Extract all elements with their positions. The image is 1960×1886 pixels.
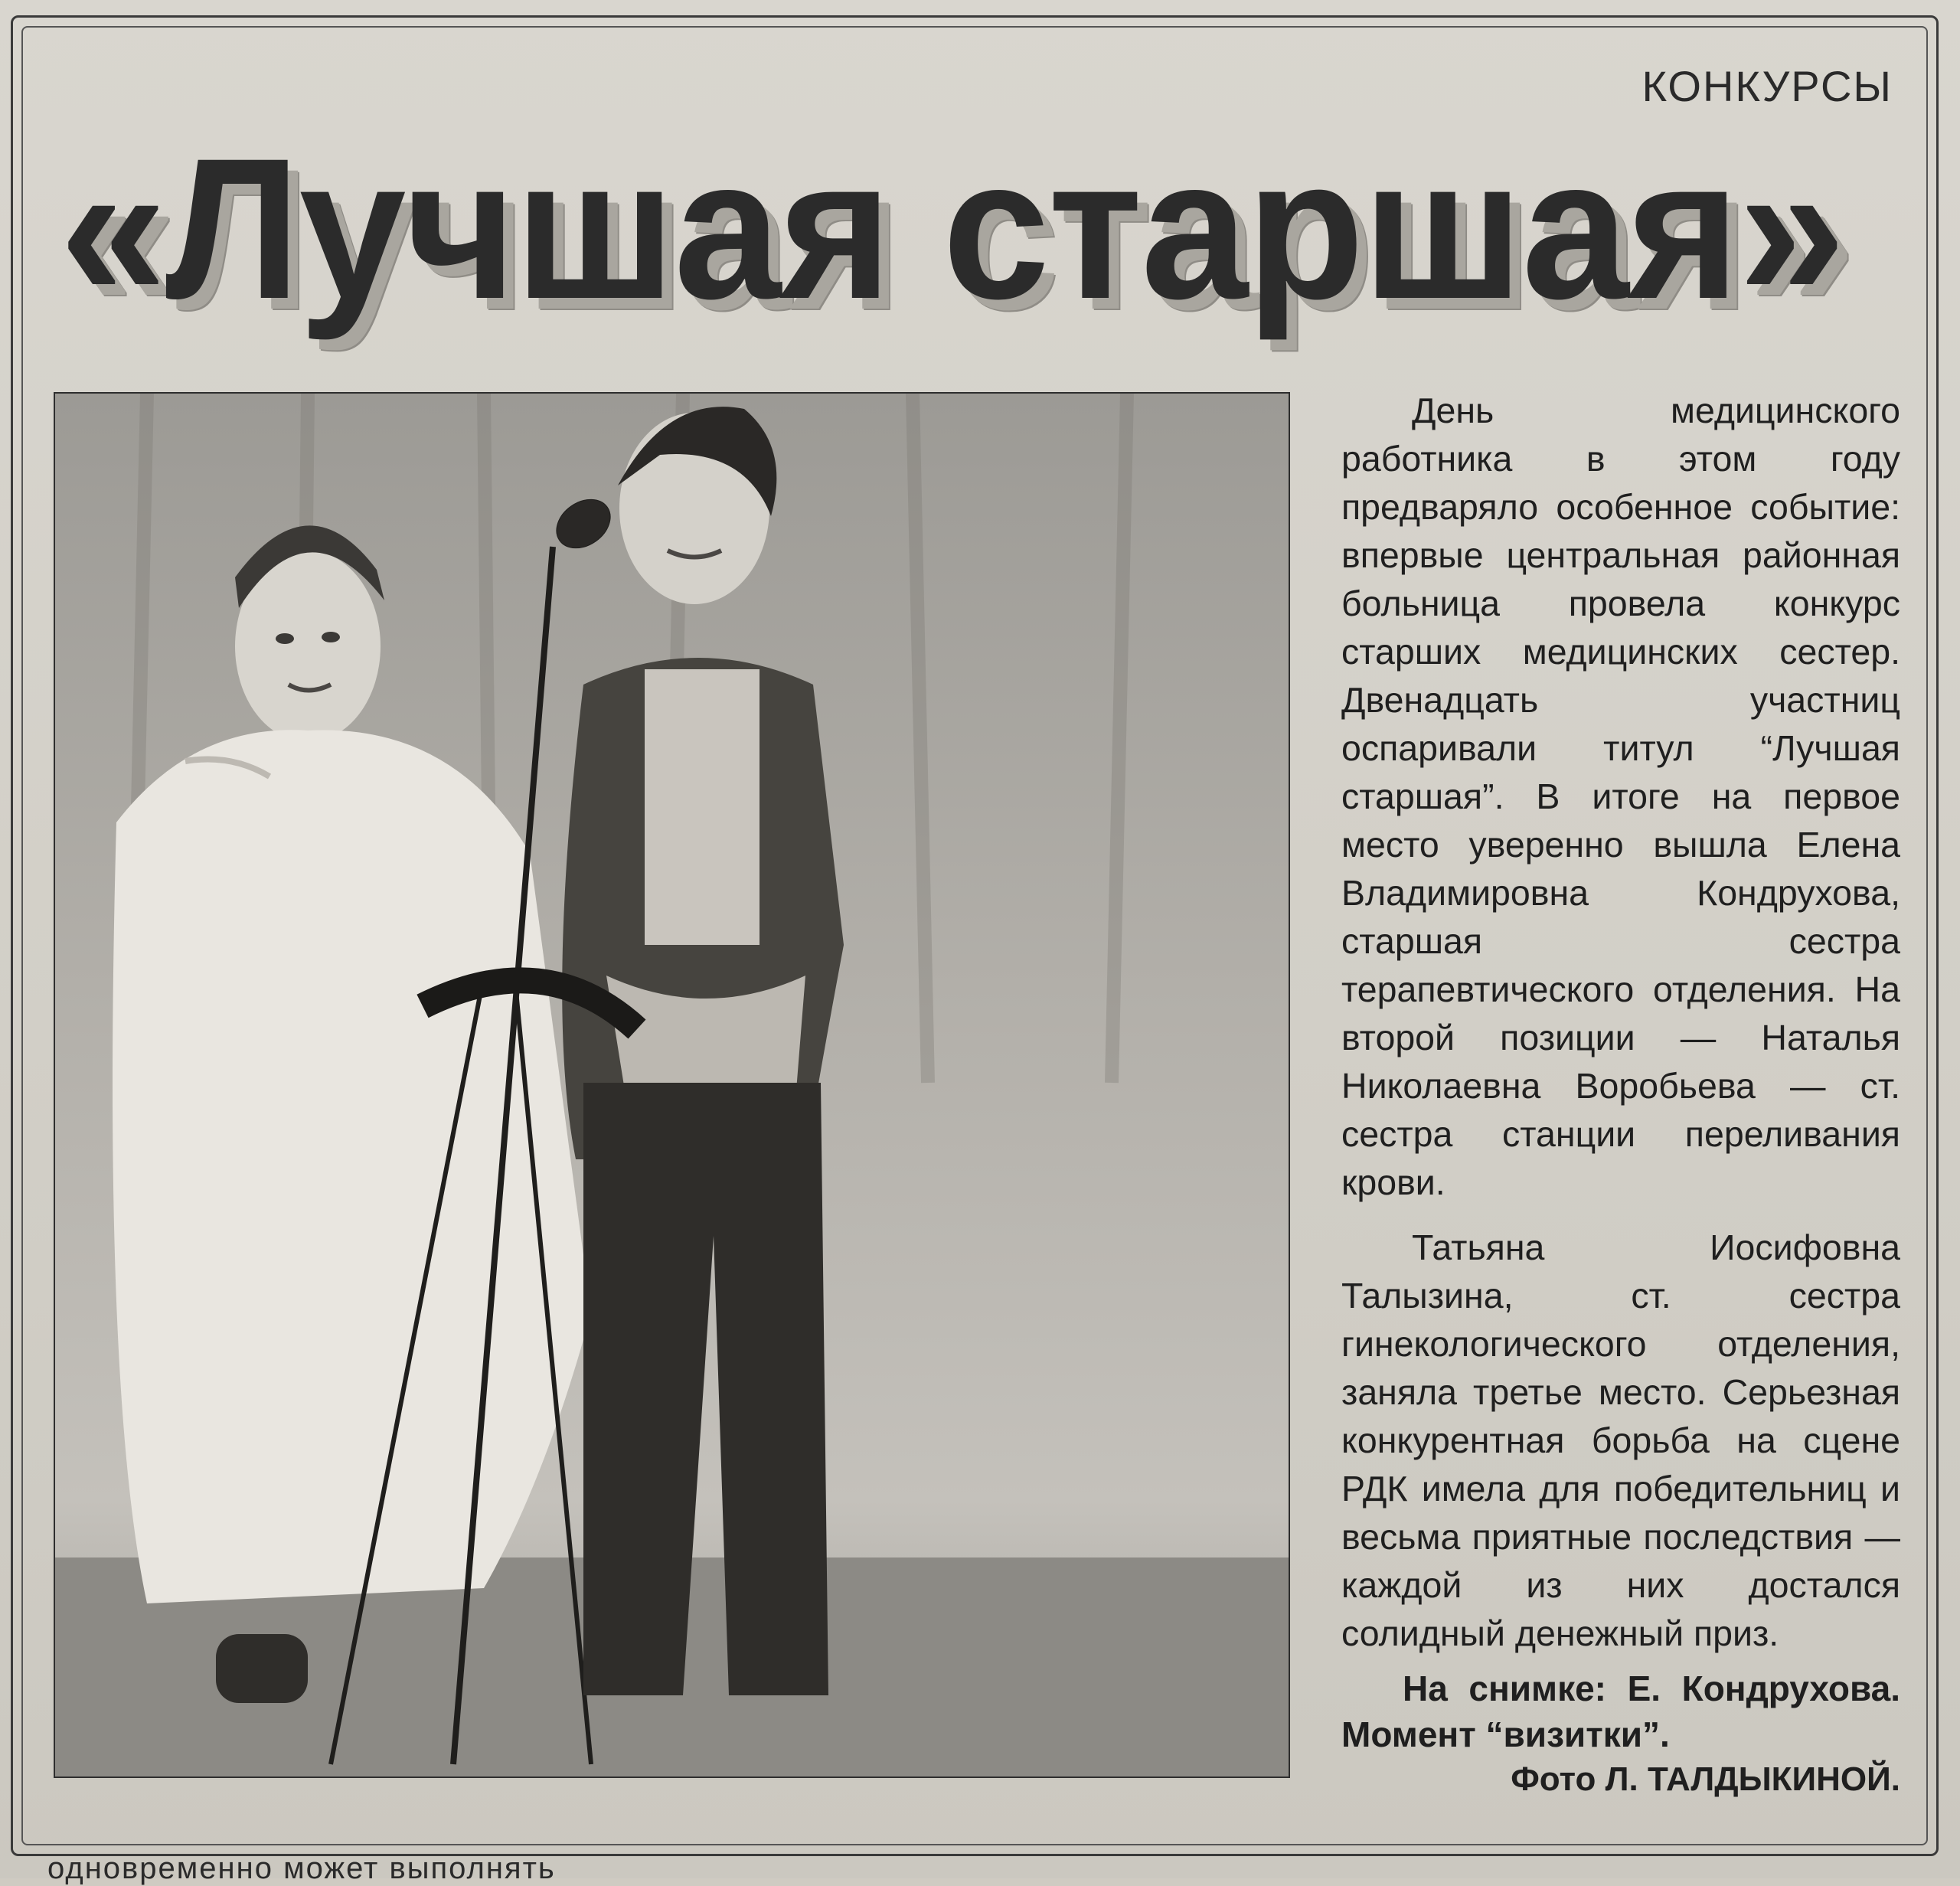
section-rubric: КОНКУРСЫ (1642, 62, 1893, 110)
article-paragraph-2: Татьяна Иосифовна Талызина, ст. сестра гинекологического отделения, заняла третье место. Серьезная конкурентная борьба на сцене РДК имела для победительниц и весьма приятные последствия — каждой из них достался солидный денежный приз. (1341, 1227, 1900, 1653)
next-article-fragment: одновременно может выполнять (47, 1852, 556, 1885)
article-headline: «Лучшая старшая» (60, 116, 1844, 341)
photo-illustration (55, 394, 1290, 1778)
article-body (1341, 387, 1900, 1802)
article-photo (54, 392, 1290, 1778)
article-paragraph-1: День медицинского работника в этом году предваряло особенное событие: впервые центральная районная больница провела конкурс старших медицинских сестер. Двенадцать участниц оспаривали титул “Лучшая старшая”. В итоге на первое место уверенно вышла Елена Владимировна Кондрухова, старшая сестра терапевтического отделения. На второй позиции — Наталья Николаевна Воробьева — ст. сестра станции переливания крови. (1341, 391, 1900, 1202)
woman-left-figure (113, 525, 591, 1703)
photo-caption: На снимке: Е. Кондрухова. Момент “визитки”. (1341, 1669, 1900, 1754)
photo-credit: Фото Л. ТАЛДЫКИНОЙ. (1511, 1760, 1900, 1798)
